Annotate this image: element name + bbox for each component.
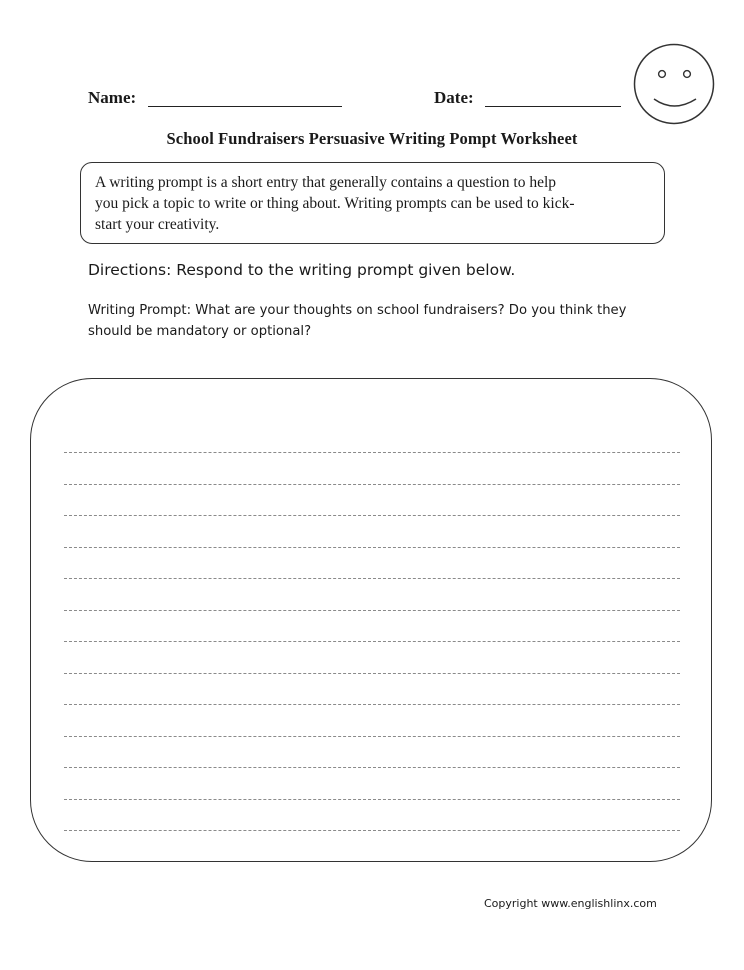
- name-label: Name:: [88, 88, 137, 107]
- intro-box: [80, 162, 665, 244]
- page-title: School Fundraisers Persuasive Writing Pompt Worksheet: [166, 129, 578, 148]
- intro-line: A writing prompt is a short entry that generally contains a question to help: [95, 174, 557, 191]
- answer-area[interactable]: [30, 378, 712, 862]
- writing-line[interactable]: [64, 799, 680, 800]
- writing-line[interactable]: [64, 452, 680, 453]
- date-field[interactable]: [485, 106, 621, 107]
- writing-line[interactable]: [64, 641, 680, 642]
- writing-prompt: [88, 300, 688, 342]
- writing-line[interactable]: [64, 830, 680, 831]
- name-field[interactable]: [148, 106, 342, 107]
- directions-text: Directions: Respond to the writing prompt given below.: [88, 261, 516, 279]
- writing-line[interactable]: [64, 673, 680, 674]
- writing-line[interactable]: [64, 610, 680, 611]
- writing-line[interactable]: [64, 547, 680, 548]
- writing-line[interactable]: [64, 736, 680, 737]
- writing-prompt-line: Writing Prompt: What are your thoughts on school fundraisers? Do you think they: [88, 303, 627, 318]
- writing-line[interactable]: [64, 578, 680, 579]
- writing-prompt-line: should be mandatory or optional?: [88, 324, 312, 339]
- intro-line: start your creativity.: [95, 216, 220, 233]
- copyright-text: Copyright www.englishlinx.com: [484, 897, 657, 910]
- writing-line[interactable]: [64, 704, 680, 705]
- intro-line: you pick a topic to write or thing about. Writing prompts can be used to kick-: [95, 195, 575, 212]
- writing-line[interactable]: [64, 767, 680, 768]
- writing-line[interactable]: [64, 515, 680, 516]
- smiley-face-icon: [633, 43, 715, 125]
- date-label: Date:: [434, 88, 474, 107]
- writing-line[interactable]: [64, 484, 680, 485]
